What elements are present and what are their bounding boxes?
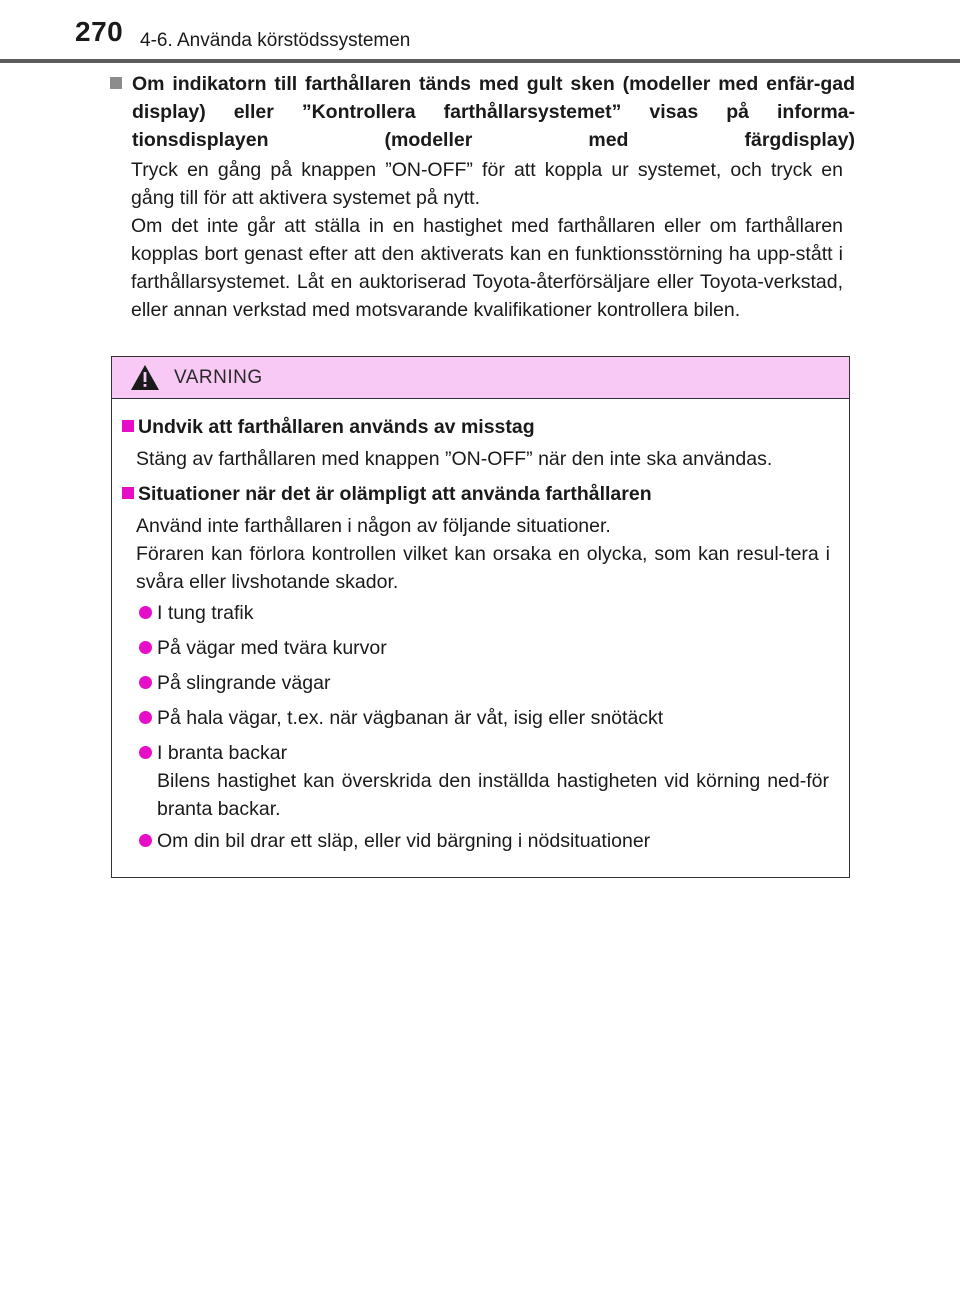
circle-bullet-icon	[139, 711, 152, 724]
warning-label: VARNING	[174, 367, 263, 388]
list-item: I branta backar Bilens hastighet kan överskrida den inställda hastigheten vid körning ned-för branta backar.	[139, 739, 829, 823]
square-bullet-icon	[122, 487, 134, 499]
warning-section-heading: Undvik att farthållaren används av misstag	[122, 413, 842, 441]
warning-section-text: Använd inte farthållaren i någon av följande situationer. Föraren kan förlora kontrollen vilket kan orsaka en olycka, som kan resul-tera i svåra eller livshotande skador.	[136, 515, 830, 593]
warning-section-heading: Situationer när det är olämpligt att använda farthållaren	[122, 480, 842, 508]
square-bullet-icon	[110, 77, 122, 89]
main-heading-text: Om indikatorn till farthållaren tänds med gult sken (modeller med enfär-gad display) eller ”Kontrollera farthållarsystemet” visas på informa-tionsdisplayen (modeller med färgdisplay)	[132, 73, 855, 151]
paragraph: Tryck en gång på knappen ”ON-OFF” för att koppla ur systemet, och tryck en gång till för att aktivera systemet på nytt.	[131, 159, 843, 209]
list-item: På hala vägar, t.ex. när vägbanan är våt, isig eller snötäckt	[139, 704, 829, 732]
list-item: På vägar med tvära kurvor	[139, 634, 829, 662]
page-header	[0, 0, 960, 56]
circle-bullet-icon	[139, 606, 152, 619]
square-bullet-icon	[122, 420, 134, 432]
list-item: Om din bil drar ett släp, eller vid bärgning i nödsituationer	[139, 827, 829, 855]
warning-header	[112, 357, 849, 399]
circle-bullet-icon	[139, 641, 152, 654]
paragraph: Om det inte går att ställa in en hastighet med farthållaren eller om farthållaren kopplas bort genast efter att den aktiverats kan en funktionsstörning ha upp-stått i farthållarsystemet. Låt en auktoriserad Toyota-återförsäljare eller Toyota-verkstad, eller annan verkstad med motsvarande kvalifikationer kontrollera bilen.	[131, 215, 843, 321]
warning-section-text: Stäng av farthållaren med knappen ”ON-OFF” när den inte ska användas.	[136, 448, 773, 470]
section-title: 4-6. Använda körstödssystemen	[140, 30, 411, 51]
header-divider	[0, 59, 960, 63]
circle-bullet-icon	[139, 834, 152, 847]
list-item: I tung trafik	[139, 599, 829, 627]
warning-triangle-icon	[130, 364, 160, 391]
circle-bullet-icon	[139, 676, 152, 689]
warning-box	[111, 356, 850, 878]
main-body	[131, 156, 843, 324]
circle-bullet-icon	[139, 746, 152, 759]
list-item: På slingrande vägar	[139, 669, 829, 697]
page-number: 270	[75, 16, 124, 47]
